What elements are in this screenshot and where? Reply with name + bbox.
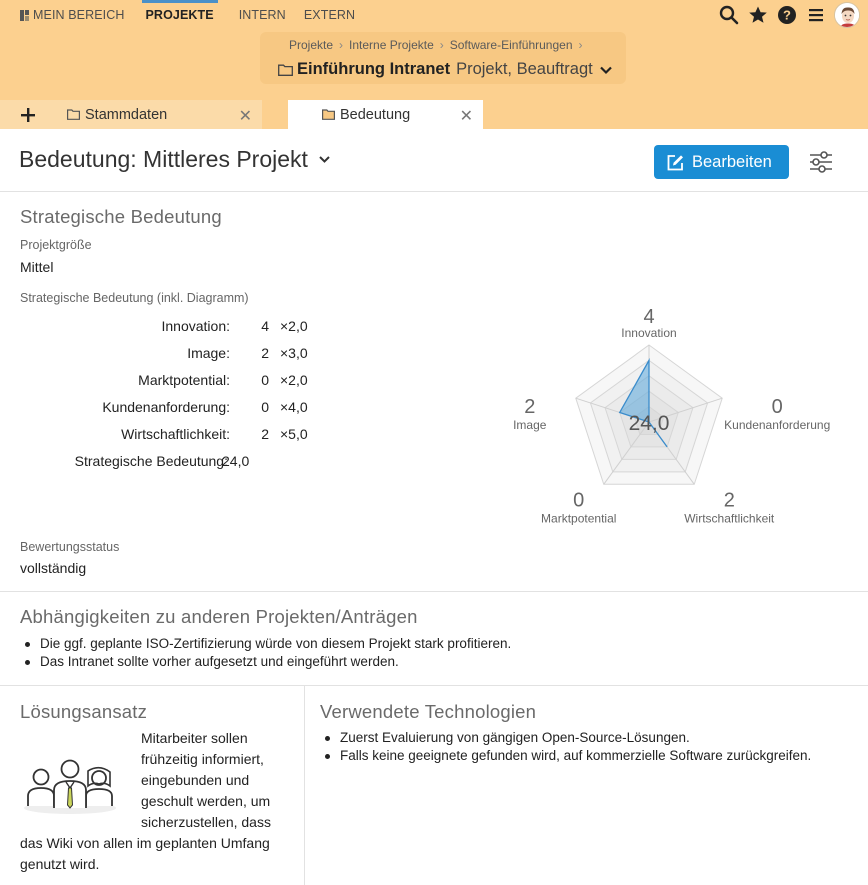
help-icon[interactable] <box>775 3 799 27</box>
breadcrumb <box>260 38 626 52</box>
criteria-row <box>20 372 308 392</box>
chevron-down-icon <box>318 155 331 164</box>
column-divider <box>304 686 305 885</box>
star-icon[interactable] <box>746 3 770 27</box>
divider <box>0 591 868 592</box>
folder-icon <box>322 109 335 120</box>
status-value: vollständig <box>20 560 87 576</box>
radar-axis-label: Wirtschaftlichkeit <box>684 511 775 526</box>
radar-axis-label: Marktpotential <box>541 511 617 526</box>
svg-text:?: ? <box>783 7 791 23</box>
project-selector[interactable] <box>278 60 613 79</box>
criteria-row <box>20 399 308 419</box>
edit-button-label: Bearbeiten <box>692 152 772 171</box>
total-value: 24,0 <box>222 453 250 469</box>
nav-intern[interactable]: INTERN <box>238 8 286 22</box>
section-heading-strategic: Strategische Bedeutung <box>20 206 222 227</box>
nav-mein-bereich[interactable] <box>0 0 134 30</box>
criterion-weight: ×4,0 <box>280 399 308 415</box>
status-label: Bewertungsstatus <box>20 540 120 554</box>
criterion-weight: ×3,0 <box>280 345 308 361</box>
size-value: Mittel <box>20 259 54 275</box>
criterion-weight: ×2,0 <box>280 318 308 334</box>
folder-icon <box>278 64 293 76</box>
radar-axis-value: 4 <box>643 306 655 328</box>
search-icon[interactable] <box>717 3 741 27</box>
breadcrumb-item-projekte[interactable]: Projekte <box>289 38 334 52</box>
radar-axis-value: 2 <box>723 489 735 512</box>
top-icons <box>712 0 860 30</box>
section-heading-solution: Lösungsansatz <box>20 701 148 722</box>
radar-axis-value: 2 <box>524 396 536 419</box>
radar-axis-label: Kundenanforderung <box>724 418 831 433</box>
settings-sliders-icon[interactable] <box>808 149 834 175</box>
project-subtitle: Projekt, Beauftragt <box>456 60 593 78</box>
project-title: Einführung Intranet <box>297 60 451 78</box>
avatar[interactable] <box>834 2 860 28</box>
technologies-list <box>320 729 811 765</box>
criterion-name: Kundenanforderung: <box>102 399 230 415</box>
nav-mein-bereich-label: MEIN BEREICH <box>33 8 125 22</box>
solution-text-block <box>20 728 282 875</box>
criteria-row <box>20 426 308 446</box>
breadcrumb-separator: › <box>578 38 583 52</box>
divider <box>0 685 868 686</box>
breadcrumb-separator: › <box>439 38 444 52</box>
breadcrumb-box <box>260 32 626 84</box>
criterion-value: 4 <box>261 318 269 334</box>
tab-stammdaten[interactable] <box>56 100 262 129</box>
list-item: Zuerst Evaluierung von gängigen Open-Source-Lösungen. <box>320 729 811 747</box>
criterion-name: Innovation: <box>161 318 230 334</box>
criteria-row <box>20 318 308 338</box>
list-item: Falls keine geeignete gefunden wird, auf kommerzielle Software zurückgreifen. <box>320 747 811 765</box>
divider <box>0 191 868 192</box>
criterion-value: 0 <box>261 399 269 415</box>
tab-bedeutung-label: Bedeutung <box>340 106 411 123</box>
criteria-row <box>20 345 308 365</box>
total-label: Strategische Bedeutung: <box>74 453 228 469</box>
section-heading-dependencies: Abhängigkeiten zu anderen Projekten/Anträgen <box>20 606 418 627</box>
criterion-value: 2 <box>261 345 269 361</box>
solution-text: Mitarbeiter sollen frühzeitig informiert, eingebunden und geschult werden, um sicherzustellen, dass das Wiki von allen im geplanten Umfang genutzt wird. <box>20 730 271 872</box>
main-nav <box>0 0 364 30</box>
size-label: Projektgröße <box>20 238 92 252</box>
criterion-name: Image: <box>187 345 230 361</box>
radar-axis-value: 0 <box>771 396 783 419</box>
criteria-total-row <box>20 453 300 473</box>
team-illustration <box>20 728 141 832</box>
tab-stammdaten-label: Stammdaten <box>85 106 168 123</box>
criterion-weight: ×5,0 <box>280 426 308 442</box>
menu-icon[interactable] <box>804 3 828 27</box>
plus-icon <box>20 107 36 123</box>
page-title: Bedeutung: Mittleres Projekt <box>19 146 308 172</box>
list-item: Das Intranet sollte vorher aufgesetzt und eingeführt werden. <box>20 653 511 671</box>
edit-icon <box>666 153 685 172</box>
criterion-name: Marktpotential: <box>138 372 230 388</box>
breadcrumb-item-interne-projekte[interactable]: Interne Projekte <box>349 38 434 52</box>
page-title-selector[interactable] <box>19 146 331 173</box>
criterion-value: 2 <box>261 426 269 442</box>
list-item: Die ggf. geplante ISO-Zertifizierung würde von diesem Projekt stark profitieren. <box>20 635 511 653</box>
radar-chart <box>500 300 850 535</box>
dependencies-list <box>20 635 511 671</box>
criterion-value: 0 <box>261 372 269 388</box>
breadcrumb-item-software-einfuehrungen[interactable]: Software-Einführungen <box>449 38 573 52</box>
tab-bedeutung[interactable] <box>288 100 483 129</box>
radar-center-value: 24,0 <box>628 412 670 435</box>
nav-extern[interactable]: EXTERN <box>303 8 356 22</box>
chevron-down-icon <box>599 65 613 75</box>
dashboard-icon <box>20 10 29 21</box>
radar-axis-value: 0 <box>573 489 585 512</box>
add-tab-button[interactable] <box>0 100 56 129</box>
nav-projekte[interactable]: PROJEKTE <box>142 0 218 30</box>
close-icon[interactable]: ✕ <box>459 108 473 125</box>
folder-icon <box>67 109 80 120</box>
edit-button[interactable] <box>654 145 789 179</box>
section-heading-technologies: Verwendete Technologien <box>320 701 537 722</box>
radar-axis-label: Image <box>513 418 547 433</box>
criteria-label: Strategische Bedeutung (inkl. Diagramm) <box>20 291 249 305</box>
breadcrumb-separator: › <box>339 38 344 52</box>
close-icon[interactable]: ✕ <box>238 108 252 125</box>
criterion-name: Wirtschaftlichkeit: <box>121 426 230 442</box>
radar-axis-label: Innovation <box>621 326 677 340</box>
criterion-weight: ×2,0 <box>280 372 308 388</box>
